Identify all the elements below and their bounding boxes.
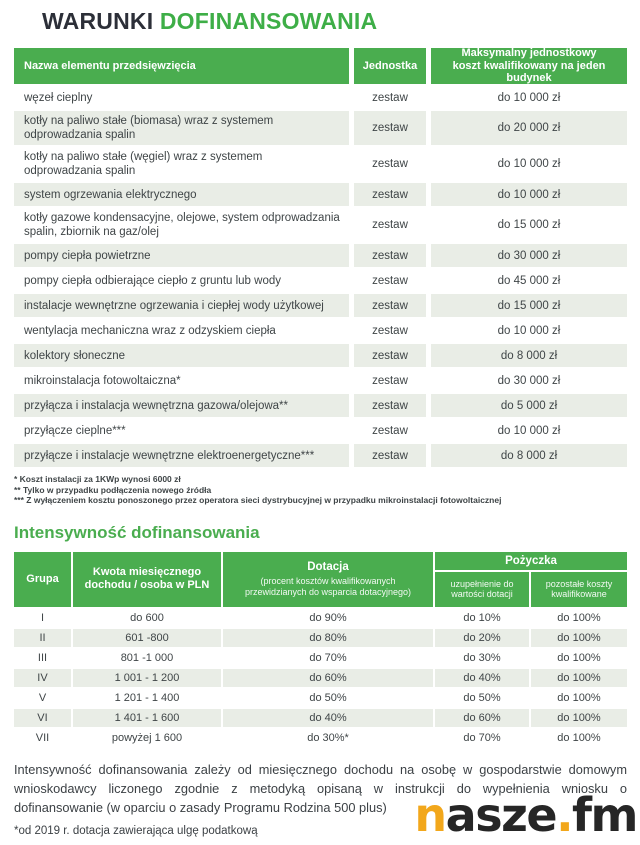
- cost-cell: do 8 000 zł: [431, 444, 627, 467]
- uzupelnienie-cell: do 60%: [435, 709, 529, 727]
- header-unit: Jednostka: [354, 48, 426, 84]
- intensity-row: [14, 709, 627, 727]
- dotacja-cell: do 60%: [223, 669, 433, 687]
- uzupelnienie-cell: do 30%: [463, 651, 501, 664]
- cost-cell: do 5 000 zł: [431, 394, 627, 417]
- cost-cell: do 10 000 zł: [497, 424, 561, 437]
- cost-cell: do 10 000 zł: [497, 158, 561, 170]
- intensity-table-body: [14, 609, 627, 747]
- cost-cell: do 10 000 zł: [497, 324, 561, 337]
- page-title: [42, 8, 627, 35]
- header-grupa: Grupa: [14, 552, 71, 607]
- header-dotacja-title: Dotacja: [307, 561, 349, 573]
- element-name-cell: kotły na paliwo stałe (węgiel) wraz z systemem odprowadzania spalin: [24, 151, 263, 177]
- description-paragraph: Intensywność dofinansowania zależy od miesięcznego dochodu na osobę w gospodarstwie domowym wnioskodawcy liczonego zgodnie z metodyką opisaną w instrukcji do wypełnienia wniosku o dofinansowanie (w oparciu o zasady Programu Rodzina 500 plus): [14, 761, 627, 815]
- element-name-cell: przyłącza i instalacja wewnętrzna gazowa/olejowa**: [14, 394, 349, 417]
- pozostale-cell: do 100%: [557, 731, 601, 744]
- header-dotacja: [223, 552, 433, 607]
- table-row: [14, 183, 627, 206]
- kwota-cell: 801 -1 000: [120, 651, 174, 664]
- cost-table-footnotes: [14, 474, 627, 506]
- unit-cell: zestaw: [372, 374, 408, 387]
- uzupelnienie-cell: do 20%: [435, 629, 529, 647]
- element-name-cell: przyłącze cieplne***: [24, 424, 126, 437]
- unit-cell: zestaw: [354, 394, 426, 417]
- intensity-table-header-row: [14, 552, 627, 607]
- logo-dot: .: [556, 788, 573, 842]
- cost-cell: do 30 000 zł: [497, 374, 561, 387]
- header-pozyczka: [435, 552, 627, 607]
- intensity-row: [14, 729, 627, 747]
- logo-letter-n: n: [414, 788, 446, 842]
- footnote: *** Z wyłączeniem kosztu ponoszonego przez operatora sieci dystrybucyjnej w przypadku mikroinstalacji fotowoltaicznej: [14, 495, 502, 505]
- cost-table: [14, 48, 627, 467]
- unit-cell: zestaw: [354, 244, 426, 267]
- dotacja-cell: do 70%: [309, 651, 347, 664]
- grupa-cell: VI: [14, 709, 71, 727]
- grupa-cell: V: [38, 691, 47, 704]
- grupa-cell: IV: [14, 669, 71, 687]
- uzupelnienie-cell: do 40%: [435, 669, 529, 687]
- grupa-cell: I: [40, 611, 45, 624]
- pozostale-cell: do 100%: [557, 691, 601, 704]
- cost-table-body: [14, 86, 627, 467]
- intensity-row: [14, 609, 627, 627]
- unit-cell: zestaw: [354, 344, 426, 367]
- tax-footnote: *od 2019 r. dotacja zawierająca ulgę podatkową: [14, 824, 258, 837]
- cost-cell: do 10 000 zł: [497, 91, 561, 104]
- header-pozyczka-title: Pożyczka: [435, 552, 627, 570]
- element-name-cell: kotły na paliwo stałe (biomasa) wraz z systemem odprowadzania spalin: [14, 111, 349, 145]
- logo-letters-asze: asze: [445, 788, 557, 842]
- pozostale-cell: do 100%: [557, 651, 601, 664]
- unit-cell: zestaw: [372, 274, 408, 287]
- table-row: [14, 394, 627, 417]
- element-name-cell: przyłącze i instalacje wewnętrzne elektroenergetyczne***: [14, 444, 349, 467]
- cost-cell: do 15 000 zł: [431, 294, 627, 317]
- cost-cell: do 8 000 zł: [431, 344, 627, 367]
- dotacja-cell: do 50%: [309, 691, 347, 704]
- table-row: [14, 369, 627, 392]
- table-row: [14, 244, 627, 267]
- unit-cell: zestaw: [354, 183, 426, 206]
- cost-table-header-row: [14, 48, 627, 84]
- table-row: [14, 208, 627, 242]
- kwota-cell: 1 401 - 1 600: [73, 709, 221, 727]
- section-title-intensity: Intensywność dofinansowania: [14, 522, 260, 542]
- unit-cell: zestaw: [354, 294, 426, 317]
- header-element-name: Nazwa elementu przedsięwzięcia: [14, 48, 349, 84]
- pozostale-cell: do 100%: [531, 709, 627, 727]
- table-row: [14, 419, 627, 442]
- table-row: [14, 111, 627, 145]
- footnote: ** Tylko w przypadku podłączenia nowego źródła: [14, 484, 212, 495]
- unit-cell: zestaw: [372, 158, 408, 170]
- table-row: [14, 444, 627, 467]
- table-row: [14, 147, 627, 181]
- intensity-row: [14, 629, 627, 647]
- cost-cell: do 45 000 zł: [497, 274, 561, 287]
- intensity-row: [14, 669, 627, 687]
- table-row: [14, 319, 627, 342]
- title-part-dofinansowania: DOFINANSOWANIA: [159, 8, 378, 34]
- table-row: [14, 86, 627, 109]
- uzupelnienie-cell: do 50%: [463, 691, 501, 704]
- footnote: * Koszt instalacji za 1KWp wynosi 6000 zł: [14, 474, 181, 484]
- grupa-cell: III: [37, 651, 48, 664]
- grupa-cell: VII: [35, 731, 50, 744]
- dotacja-cell: do 80%: [223, 629, 433, 647]
- kwota-cell: powyżej 1 600: [111, 731, 183, 744]
- uzupelnienie-cell: do 10%: [463, 611, 501, 624]
- cost-cell: do 20 000 zł: [431, 111, 627, 145]
- element-name-cell: pompy ciepła odbierające ciepło z gruntu lub wody: [24, 274, 281, 287]
- kwota-cell: 1 201 - 1 400: [114, 691, 180, 704]
- grupa-cell: II: [14, 629, 71, 647]
- header-dotacja-subtitle: (procent kosztów kwalifikowanych przewidzianych do wsparcia dotacyjnego): [244, 576, 412, 597]
- element-name-cell: kotły gazowe kondensacyjne, olejowe, system odprowadzania spalin, zbiornik na gaz/olej: [24, 212, 340, 238]
- element-name-cell: węzeł cieplny: [24, 91, 93, 104]
- element-name-cell: kolektory słoneczne: [14, 344, 349, 367]
- intensity-table: [14, 552, 627, 747]
- cost-cell: do 30 000 zł: [431, 244, 627, 267]
- intensity-row: [14, 649, 627, 667]
- intensity-row: [14, 689, 627, 707]
- element-name-cell: instalacje wewnętrzne ogrzewania i ciepłej wody użytkowej: [14, 294, 349, 317]
- element-name-cell: mikroinstalacja fotowoltaiczna*: [24, 374, 181, 387]
- header-max-cost: Maksymalny jednostkowy koszt kwalifikowany na jeden budynek: [431, 48, 627, 84]
- header-pozyczka-subrow: [435, 572, 627, 607]
- cost-cell: do 15 000 zł: [497, 219, 561, 231]
- header-kwota: Kwota miesięcznego dochodu / osoba w PLN: [73, 552, 221, 607]
- pozostale-cell: do 100%: [531, 669, 627, 687]
- dotacja-cell: do 40%: [223, 709, 433, 727]
- table-row: [14, 269, 627, 292]
- header-pozyczka-sub-1: uzupełnienie do wartości dotacji: [435, 572, 529, 607]
- element-name-cell: wentylacja mechaniczna wraz z odzyskiem ciepła: [24, 324, 276, 337]
- cost-cell: do 10 000 zł: [431, 183, 627, 206]
- element-name-cell: pompy ciepła powietrzne: [14, 244, 349, 267]
- nasze-fm-logo: [414, 786, 637, 844]
- table-row: [14, 294, 627, 317]
- kwota-cell: do 600: [130, 611, 164, 624]
- dotacja-cell: do 30%*: [307, 731, 349, 744]
- unit-cell: zestaw: [372, 91, 408, 104]
- unit-cell: zestaw: [372, 324, 408, 337]
- unit-cell: zestaw: [372, 219, 408, 231]
- pozostale-cell: do 100%: [531, 629, 627, 647]
- element-name-cell: system ogrzewania elektrycznego: [14, 183, 349, 206]
- table-row: [14, 344, 627, 367]
- unit-cell: zestaw: [354, 111, 426, 145]
- header-pozyczka-sub-2: pozostałe koszty kwalifikowane: [531, 572, 627, 607]
- dotacja-cell: do 90%: [309, 611, 347, 624]
- pozostale-cell: do 100%: [557, 611, 601, 624]
- kwota-cell: 1 001 - 1 200: [73, 669, 221, 687]
- uzupelnienie-cell: do 70%: [463, 731, 501, 744]
- title-part-warunki: WARUNKI: [42, 8, 154, 34]
- logo-letters-fm: fm: [572, 788, 637, 842]
- unit-cell: zestaw: [354, 444, 426, 467]
- kwota-cell: 601 -800: [73, 629, 221, 647]
- unit-cell: zestaw: [372, 424, 408, 437]
